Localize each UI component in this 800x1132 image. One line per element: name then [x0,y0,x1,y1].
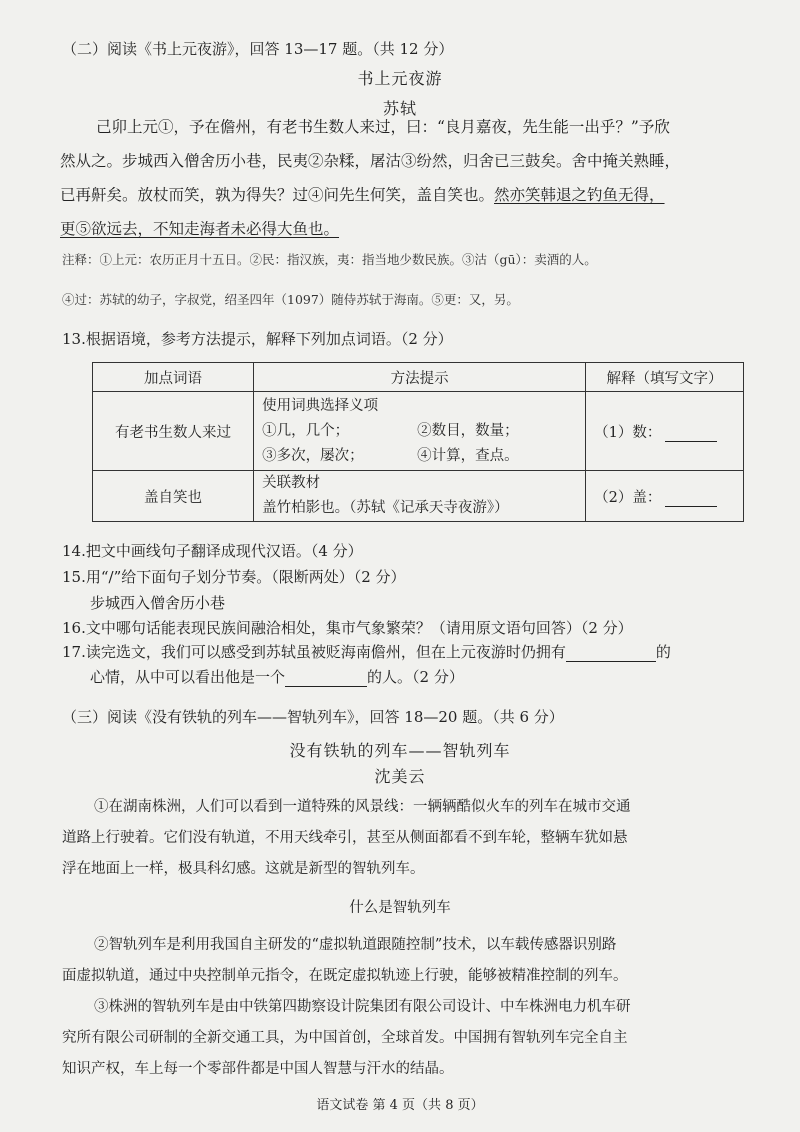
dotted-word-cell: 盖自笑也 [93,471,254,522]
question-14: 14.把文中画线句子翻译成现代汉语。（4 分） [62,542,363,560]
article-author: 沈美云 [374,767,426,786]
paragraph-line: ②智轨列车是利用我国自主研发的“虚拟轨道跟随控制”技术，以车载传感器识别路 [94,937,617,953]
option-item: ①几，几个； [262,422,350,439]
question-15: 15.用“/”给下面句子划分节奏。（限断两处）（2 分） [62,568,406,586]
question-17-text: 的 [655,643,671,661]
paragraph-line: 究所有限公司研制的全新交通工具，为中国首创，全球首发。中国拥有智轨列车完全自主 [62,1030,628,1046]
section-2-header: （二）阅读《书上元夜游》，回答 13—17 题。（共 12 分） [62,40,454,58]
table-header-row [93,363,744,392]
answer-blank[interactable] [665,425,717,442]
paragraph-line: 浮在地面上一样，极具科幻感。这就是新型的智轨列车。 [62,861,425,877]
paragraph-line: 面虚拟轨道，通过中央控制单元指令，在既定虚拟轨迹上行驶，能够被精准控制的列车。 [62,968,628,984]
table-header: 解释（填写文字） [586,363,744,392]
question-16: 16.文中哪句话能表现民族间融洽相处，集市气象繁荣？（请用原文语句回答）（2 分） [62,619,633,637]
answer-blank[interactable] [665,490,717,507]
question-17-text: 17.读完选文，我们可以感受到苏轼虽被贬海南儋州，但在上元夜游时仍拥有 [62,643,566,661]
paragraph-line: 道路上行驶着。它们没有轨道，不用天线牵引，甚至从侧面都看不到车轮，整辆车犹如悬 [62,830,628,846]
underlined-sentence: 更⑤欲远去，不知走海者未必得大鱼也。 [60,220,340,238]
question-17-line-1 [62,641,671,662]
passage-line [60,178,665,212]
question-17-text: 心情，从中可以看出他是一个 [90,668,286,686]
table-header: 方法提示 [254,363,586,392]
table-header: 加点词语 [93,363,254,392]
passage-author: 苏轼 [382,99,417,118]
dotted-word-cell: 有老书生数人来过 [93,392,254,471]
hint-title: 关联教材 [262,475,321,491]
question-17-line-2 [90,666,464,687]
hint-title: 使用词典选择义项 [262,397,379,414]
option-item: ④计算，查点。 [417,447,519,464]
passage-line [60,212,339,246]
question-15-sentence: 步城西入僧舍历小巷 [90,594,226,612]
passage-line: 己卯上元①，予在儋州，有老书生数人来过，曰：“良月嘉夜，先生能一出乎？”予欣 [96,118,670,136]
method-hint-cell [254,471,586,522]
page-footer: 语文试卷 第 4 页（共 8 页） [316,1098,484,1113]
passage-title: 书上元夜游 [357,69,443,88]
question-13: 13.根据语境，参考方法提示，解释下列加点词语。（2 分） [62,330,453,348]
paragraph-line: ①在湖南株洲，人们可以看到一道特殊的风景线：一辆辆酷似火车的列车在城市交通 [94,799,631,815]
article-title: 没有铁轨的列车——智轨列车 [289,741,511,760]
answer-cell[interactable] [586,471,744,522]
paragraph-line: 知识产权，车上每一个零部件都是中国人智慧与汗水的结晶。 [62,1061,454,1077]
option-item: ②数目，数量； [417,422,519,439]
dictionary-options [262,419,577,469]
answer-blank[interactable] [566,645,656,662]
method-table [92,362,744,522]
table-row [93,471,744,522]
method-hint-cell [254,392,586,471]
table-row [93,392,744,471]
paragraph-line: ③株洲的智轨列车是由中铁第四勘察设计院集团有限公司设计、中车株洲电力机车研 [94,999,631,1015]
answer-blank[interactable] [285,670,367,687]
option-item: ③多次，屡次； [262,447,364,464]
passage-text: 已再鼾矣。放杖而笑，孰为得失？过④问先生何笑，盖自笑也。 [60,186,495,204]
question-17-text: 的人。（2 分） [367,668,464,686]
article-subheading: 什么是智轨列车 [349,900,451,916]
underlined-sentence: 然亦笑韩退之钓鱼无得， [494,186,665,204]
answer-cell[interactable] [586,392,744,471]
annotation-line: 注释：①上元：农历正月十五日。②民：指汉族，夷：指当地少数民族。③沽（gū）：卖酒的人。 [62,252,597,267]
section-3-header: （三）阅读《没有铁轨的列车——智轨列车》，回答 18—20 题。（共 6 分） [62,708,564,726]
answer-label: （2）盖： [594,489,662,506]
annotation-line: ④过：苏轼的幼子，字叔党，绍圣四年（1097）随侍苏轼于海南。⑤更：又，另。 [62,292,519,307]
answer-label: （1）数： [594,424,662,441]
passage-line: 然从之。步城西入僧舍历小巷，民夷②杂糅，屠沽③纷然，归舍已三鼓矣。舍中掩关熟睡， [60,152,681,170]
hint-text: 盖竹柏影也。（苏轼《记承天寺夜游》） [262,500,509,516]
